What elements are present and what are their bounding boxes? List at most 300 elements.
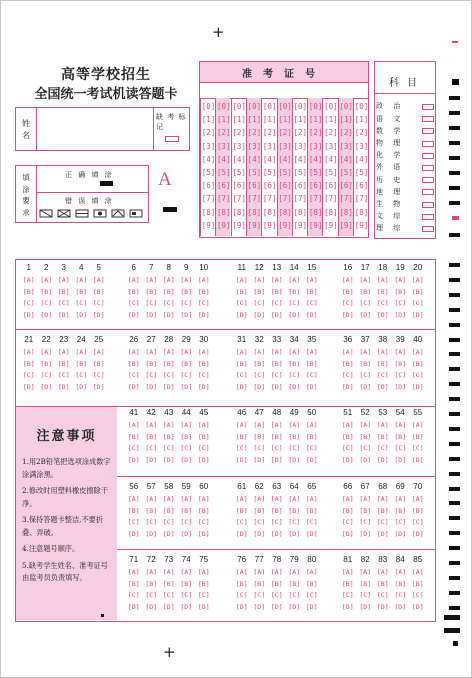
subject-bubble[interactable] — [422, 104, 434, 110]
answer-bubble[interactable]: [B] — [270, 359, 283, 368]
answer-bubble[interactable]: [B] — [376, 359, 389, 368]
answer-bubble[interactable]: [A] — [180, 421, 193, 429]
answer-bubble[interactable]: [B] — [411, 506, 424, 515]
answer-bubble[interactable]: [D] — [341, 382, 354, 391]
answer-bubble[interactable]: [B] — [253, 287, 266, 296]
answer-bubble[interactable]: [B] — [411, 287, 424, 296]
exam-number-bubble[interactable]: [1] — [262, 115, 277, 125]
answer-bubble[interactable]: [D] — [394, 529, 407, 538]
answer-bubble[interactable]: [D] — [253, 529, 266, 538]
subject-option[interactable] — [376, 162, 436, 174]
exam-number-bubble[interactable]: [6] — [262, 181, 277, 191]
exam-number-bubble[interactable]: [3] — [354, 141, 369, 151]
answer-bubble[interactable]: [B] — [180, 287, 193, 296]
answer-bubble[interactable]: [A] — [162, 495, 175, 503]
answer-bubble[interactable]: [A] — [22, 276, 35, 284]
answer-bubble[interactable]: [C] — [40, 299, 53, 307]
answer-bubble[interactable]: [A] — [235, 421, 248, 429]
answer-bubble[interactable]: [C] — [305, 518, 318, 526]
answer-bubble[interactable]: [A] — [305, 421, 318, 429]
exam-number-bubble[interactable]: [9] — [217, 220, 231, 230]
answer-bubble[interactable]: [C] — [162, 444, 175, 452]
answer-bubble[interactable]: [D] — [359, 455, 372, 464]
answer-bubble[interactable]: [A] — [270, 348, 283, 356]
exam-number-bubble[interactable]: [3] — [278, 141, 292, 151]
exam-number-bubble[interactable]: [8] — [324, 207, 338, 217]
answer-bubble[interactable]: [C] — [162, 591, 175, 599]
answer-bubble[interactable]: [C] — [92, 299, 105, 307]
answer-bubble[interactable]: [A] — [376, 421, 389, 429]
answer-bubble[interactable]: [B] — [197, 432, 210, 441]
answer-bubble[interactable]: [C] — [411, 371, 424, 379]
answer-bubble[interactable]: [D] — [253, 382, 266, 391]
answer-bubble[interactable]: [D] — [376, 455, 389, 464]
exam-number-bubble[interactable]: [5] — [324, 168, 338, 177]
answer-bubble[interactable]: [D] — [411, 382, 424, 391]
answer-bubble[interactable]: [C] — [75, 299, 88, 307]
subject-bubble[interactable] — [422, 202, 434, 208]
answer-bubble[interactable]: [C] — [197, 591, 210, 599]
answer-bubble[interactable]: [D] — [270, 310, 283, 319]
answer-bubble[interactable]: [C] — [180, 591, 193, 599]
answer-bubble[interactable]: [C] — [127, 518, 140, 526]
answer-bubble[interactable]: [C] — [180, 444, 193, 452]
subject-option[interactable] — [376, 211, 436, 223]
answer-bubble[interactable]: [D] — [376, 310, 389, 319]
answer-bubble[interactable]: [B] — [253, 506, 266, 515]
answer-bubble[interactable]: [A] — [180, 568, 193, 576]
answer-bubble[interactable]: [C] — [341, 591, 354, 599]
answer-bubble[interactable]: [B] — [145, 506, 158, 515]
answer-bubble[interactable]: [D] — [359, 602, 372, 611]
answer-bubble[interactable]: [C] — [75, 371, 88, 379]
answer-bubble[interactable]: [D] — [253, 310, 266, 319]
answer-bubble[interactable]: [A] — [127, 421, 140, 429]
answer-bubble[interactable]: [A] — [341, 348, 354, 356]
subject-bubble[interactable] — [422, 165, 434, 171]
answer-bubble[interactable]: [B] — [197, 579, 210, 588]
answer-bubble[interactable]: [D] — [197, 529, 210, 538]
exam-number-bubble[interactable]: [9] — [247, 220, 262, 230]
answer-bubble[interactable]: [D] — [288, 310, 301, 319]
answer-bubble[interactable]: [D] — [394, 455, 407, 464]
answer-bubble[interactable]: [D] — [235, 382, 248, 391]
answer-bubble[interactable]: [D] — [180, 310, 193, 319]
answer-bubble[interactable]: [A] — [394, 495, 407, 503]
answer-bubble[interactable]: [C] — [341, 371, 354, 379]
answer-bubble[interactable]: [B] — [127, 287, 140, 296]
answer-bubble[interactable]: [A] — [145, 495, 158, 503]
exam-number-bubble[interactable]: [3] — [232, 141, 246, 151]
answer-bubble[interactable]: [C] — [22, 371, 35, 379]
exam-number-bubble[interactable]: [6] — [232, 181, 246, 191]
exam-number-bubble[interactable]: [3] — [247, 141, 262, 151]
exam-number-bubble[interactable]: [1] — [247, 115, 262, 125]
answer-bubble[interactable]: [D] — [411, 455, 424, 464]
exam-number-bubble[interactable]: [6] — [247, 181, 262, 191]
answer-bubble[interactable]: [B] — [359, 359, 372, 368]
answer-bubble[interactable]: [C] — [197, 299, 210, 307]
answer-bubble[interactable]: [C] — [376, 591, 389, 599]
exam-number-bubble[interactable]: [8] — [293, 207, 308, 217]
answer-bubble[interactable]: [B] — [92, 359, 105, 368]
answer-bubble[interactable]: [B] — [288, 506, 301, 515]
answer-bubble[interactable]: [C] — [127, 371, 140, 379]
answer-bubble[interactable]: [C] — [197, 371, 210, 379]
exam-number-bubble[interactable]: [5] — [354, 168, 369, 177]
answer-bubble[interactable]: [C] — [270, 371, 283, 379]
answer-bubble[interactable]: [B] — [341, 579, 354, 588]
answer-bubble[interactable]: [C] — [180, 299, 193, 307]
exam-number-bubble[interactable]: [1] — [278, 115, 292, 125]
answer-bubble[interactable]: [D] — [162, 529, 175, 538]
answer-bubble[interactable]: [C] — [270, 444, 283, 452]
answer-bubble[interactable]: [A] — [40, 348, 53, 356]
exam-number-bubble[interactable]: [0] — [293, 102, 308, 111]
exam-number-bubble[interactable]: [7] — [339, 194, 353, 204]
exam-number-bubble[interactable]: [0] — [232, 102, 246, 111]
exam-number-bubble[interactable]: [5] — [262, 168, 277, 177]
exam-number-bubble[interactable]: [2] — [354, 128, 369, 138]
answer-bubble[interactable]: [D] — [394, 310, 407, 319]
answer-bubble[interactable]: [D] — [359, 382, 372, 391]
answer-bubble[interactable]: [D] — [40, 382, 53, 391]
answer-bubble[interactable]: [C] — [288, 518, 301, 526]
answer-bubble[interactable]: [C] — [235, 518, 248, 526]
exam-number-bubble[interactable]: [4] — [217, 154, 231, 164]
exam-number-bubble[interactable]: [7] — [354, 194, 369, 204]
answer-bubble[interactable]: [B] — [270, 579, 283, 588]
answer-bubble[interactable]: [C] — [305, 591, 318, 599]
answer-bubble[interactable]: [A] — [253, 568, 266, 576]
exam-number-bubble[interactable]: [8] — [354, 207, 369, 217]
answer-bubble[interactable]: [B] — [376, 506, 389, 515]
answer-bubble[interactable]: [A] — [359, 568, 372, 576]
exam-number-bubble[interactable]: [3] — [262, 141, 277, 151]
answer-bubble[interactable]: [C] — [376, 299, 389, 307]
answer-bubble[interactable]: [C] — [305, 371, 318, 379]
exam-number-bubble[interactable]: [3] — [201, 141, 216, 151]
answer-bubble[interactable]: [A] — [376, 276, 389, 284]
answer-bubble[interactable]: [D] — [127, 529, 140, 538]
answer-bubble[interactable]: [B] — [75, 287, 88, 296]
answer-bubble[interactable]: [B] — [127, 432, 140, 441]
exam-number-bubble[interactable]: [2] — [278, 128, 292, 138]
answer-bubble[interactable]: [D] — [57, 310, 70, 319]
answer-bubble[interactable]: [C] — [411, 299, 424, 307]
answer-bubble[interactable]: [B] — [341, 432, 354, 441]
answer-bubble[interactable]: [A] — [180, 348, 193, 356]
answer-bubble[interactable]: [D] — [253, 455, 266, 464]
exam-number-bubble[interactable]: [9] — [354, 220, 369, 230]
exam-number-bubble[interactable]: [6] — [293, 181, 308, 191]
answer-bubble[interactable]: [D] — [235, 529, 248, 538]
answer-bubble[interactable]: [C] — [394, 299, 407, 307]
answer-bubble[interactable]: [D] — [305, 310, 318, 319]
answer-bubble[interactable]: [D] — [288, 382, 301, 391]
exam-number-bubble[interactable]: [8] — [339, 207, 353, 217]
exam-number-bubble[interactable]: [5] — [232, 168, 246, 177]
answer-bubble[interactable]: [D] — [40, 310, 53, 319]
answer-bubble[interactable]: [D] — [22, 382, 35, 391]
answer-bubble[interactable]: [B] — [145, 359, 158, 368]
exam-number-bubble[interactable]: [7] — [262, 194, 277, 204]
answer-bubble[interactable]: [B] — [411, 359, 424, 368]
answer-bubble[interactable]: [B] — [394, 287, 407, 296]
answer-bubble[interactable]: [A] — [341, 568, 354, 576]
answer-bubble[interactable]: [B] — [288, 579, 301, 588]
answer-bubble[interactable]: [A] — [235, 495, 248, 503]
exam-number-bubble[interactable]: [1] — [308, 115, 323, 125]
answer-bubble[interactable]: [B] — [162, 359, 175, 368]
answer-bubble[interactable]: [A] — [411, 276, 424, 284]
answer-bubble[interactable]: [A] — [341, 495, 354, 503]
answer-bubble[interactable]: [A] — [92, 348, 105, 356]
exam-number-bubble[interactable]: [1] — [232, 115, 246, 125]
answer-bubble[interactable]: [D] — [92, 382, 105, 391]
exam-number-bubble[interactable]: [2] — [308, 128, 323, 138]
exam-number-bubble[interactable]: [5] — [247, 168, 262, 177]
answer-bubble[interactable]: [C] — [145, 444, 158, 452]
answer-bubble[interactable]: [A] — [162, 568, 175, 576]
answer-bubble[interactable]: [D] — [145, 455, 158, 464]
answer-bubble[interactable]: [C] — [394, 518, 407, 526]
answer-bubble[interactable]: [A] — [180, 495, 193, 503]
exam-number-bubble[interactable]: [6] — [339, 181, 353, 191]
answer-bubble[interactable]: [A] — [270, 495, 283, 503]
answer-bubble[interactable]: [B] — [235, 579, 248, 588]
answer-bubble[interactable]: [D] — [305, 382, 318, 391]
answer-bubble[interactable]: [C] — [411, 518, 424, 526]
answer-bubble[interactable]: [B] — [235, 287, 248, 296]
exam-number-bubble[interactable]: [0] — [308, 102, 323, 111]
exam-number-bubble[interactable]: [2] — [217, 128, 231, 138]
subject-option[interactable] — [376, 138, 436, 150]
answer-bubble[interactable]: [D] — [145, 602, 158, 611]
answer-bubble[interactable]: [D] — [305, 455, 318, 464]
answer-bubble[interactable]: [A] — [376, 568, 389, 576]
answer-bubble[interactable]: [D] — [180, 455, 193, 464]
answer-bubble[interactable]: [A] — [411, 495, 424, 503]
answer-bubble[interactable]: [B] — [197, 359, 210, 368]
answer-bubble[interactable]: [B] — [376, 432, 389, 441]
exam-number-bubble[interactable]: [3] — [308, 141, 323, 151]
answer-bubble[interactable]: [A] — [127, 276, 140, 284]
answer-bubble[interactable]: [C] — [288, 371, 301, 379]
answer-bubble[interactable]: [D] — [127, 602, 140, 611]
answer-bubble[interactable]: [A] — [145, 276, 158, 284]
answer-bubble[interactable]: [B] — [92, 287, 105, 296]
answer-bubble[interactable]: [A] — [305, 348, 318, 356]
answer-bubble[interactable]: [C] — [127, 444, 140, 452]
answer-bubble[interactable]: [B] — [305, 506, 318, 515]
exam-number-bubble[interactable]: [6] — [324, 181, 338, 191]
answer-bubble[interactable]: [A] — [394, 568, 407, 576]
answer-bubble[interactable]: [A] — [145, 348, 158, 356]
answer-bubble[interactable]: [C] — [197, 518, 210, 526]
answer-bubble[interactable]: [B] — [253, 359, 266, 368]
exam-number-bubble[interactable]: [2] — [232, 128, 246, 138]
answer-bubble[interactable]: [A] — [180, 276, 193, 284]
answer-bubble[interactable]: [C] — [253, 591, 266, 599]
answer-bubble[interactable]: [C] — [235, 371, 248, 379]
answer-bubble[interactable]: [A] — [127, 495, 140, 503]
answer-bubble[interactable]: [B] — [162, 432, 175, 441]
exam-number-bubble[interactable]: [0] — [217, 102, 231, 111]
answer-bubble[interactable]: [C] — [341, 444, 354, 452]
answer-bubble[interactable]: [B] — [341, 359, 354, 368]
answer-bubble[interactable]: [D] — [411, 602, 424, 611]
answer-bubble[interactable]: [D] — [270, 382, 283, 391]
answer-bubble[interactable]: [A] — [197, 421, 210, 429]
exam-number-bubble[interactable]: [2] — [293, 128, 308, 138]
answer-bubble[interactable]: [C] — [376, 371, 389, 379]
answer-bubble[interactable]: [A] — [235, 348, 248, 356]
answer-bubble[interactable]: [D] — [376, 382, 389, 391]
exam-number-bubble[interactable]: [8] — [232, 207, 246, 217]
answer-bubble[interactable]: [A] — [270, 421, 283, 429]
answer-bubble[interactable]: [A] — [305, 568, 318, 576]
answer-bubble[interactable]: [D] — [253, 602, 266, 611]
exam-number-bubble[interactable]: [7] — [247, 194, 262, 204]
answer-bubble[interactable]: [C] — [270, 591, 283, 599]
answer-bubble[interactable]: [D] — [75, 310, 88, 319]
answer-bubble[interactable]: [A] — [162, 421, 175, 429]
answer-bubble[interactable]: [C] — [359, 371, 372, 379]
answer-bubble[interactable]: [A] — [359, 348, 372, 356]
subject-option[interactable] — [376, 125, 436, 137]
answer-bubble[interactable]: [D] — [235, 602, 248, 611]
exam-number-bubble[interactable]: [6] — [201, 181, 216, 191]
answer-bubble[interactable]: [A] — [359, 276, 372, 284]
answer-bubble[interactable]: [B] — [341, 506, 354, 515]
answer-bubble[interactable]: [D] — [394, 382, 407, 391]
exam-number-bubble[interactable]: [7] — [308, 194, 323, 204]
answer-bubble[interactable]: [A] — [145, 568, 158, 576]
answer-bubble[interactable]: [B] — [305, 579, 318, 588]
answer-bubble[interactable]: [D] — [145, 310, 158, 319]
answer-bubble[interactable]: [C] — [162, 299, 175, 307]
exam-number-bubble[interactable]: [0] — [339, 102, 353, 111]
answer-bubble[interactable]: [C] — [57, 299, 70, 307]
answer-bubble[interactable]: [C] — [394, 371, 407, 379]
answer-bubble[interactable]: [A] — [288, 495, 301, 503]
exam-number-bubble[interactable]: [4] — [324, 154, 338, 164]
exam-number-bubble[interactable]: [9] — [278, 220, 292, 230]
answer-bubble[interactable]: [A] — [92, 276, 105, 284]
exam-number-bubble[interactable]: [7] — [201, 194, 216, 204]
exam-number-bubble[interactable]: [4] — [293, 154, 308, 164]
answer-bubble[interactable]: [A] — [359, 495, 372, 503]
answer-bubble[interactable]: [C] — [288, 299, 301, 307]
answer-bubble[interactable]: [B] — [288, 432, 301, 441]
exam-number-bubble[interactable]: [1] — [324, 115, 338, 125]
exam-number-bubble[interactable]: [5] — [217, 168, 231, 177]
answer-bubble[interactable]: [D] — [394, 602, 407, 611]
answer-bubble[interactable]: [D] — [376, 602, 389, 611]
answer-bubble[interactable]: [C] — [22, 299, 35, 307]
exam-number-bubble[interactable]: [0] — [324, 102, 338, 111]
exam-number-bubble[interactable]: [9] — [262, 220, 277, 230]
subject-option[interactable] — [376, 223, 436, 235]
exam-number-bubble[interactable]: [4] — [308, 154, 323, 164]
answer-bubble[interactable]: [D] — [411, 310, 424, 319]
exam-number-bubble[interactable]: [1] — [201, 115, 216, 125]
answer-bubble[interactable]: [D] — [162, 602, 175, 611]
answer-bubble[interactable]: [B] — [270, 287, 283, 296]
answer-bubble[interactable]: [A] — [411, 568, 424, 576]
exam-number-bubble[interactable]: [0] — [201, 102, 216, 111]
exam-number-bubble[interactable]: [8] — [247, 207, 262, 217]
answer-bubble[interactable]: [C] — [253, 444, 266, 452]
exam-number-bubble[interactable]: [8] — [217, 207, 231, 217]
answer-bubble[interactable]: [B] — [180, 579, 193, 588]
answer-bubble[interactable]: [C] — [411, 591, 424, 599]
answer-bubble[interactable]: [C] — [145, 518, 158, 526]
exam-number-bubble[interactable]: [0] — [247, 102, 262, 111]
answer-bubble[interactable]: [D] — [180, 382, 193, 391]
answer-bubble[interactable]: [C] — [235, 299, 248, 307]
answer-bubble[interactable]: [B] — [411, 432, 424, 441]
subject-option[interactable] — [376, 150, 436, 162]
answer-bubble[interactable]: [D] — [197, 310, 210, 319]
answer-bubble[interactable]: [B] — [180, 432, 193, 441]
answer-bubble[interactable]: [A] — [75, 276, 88, 284]
exam-number-bubble[interactable]: [6] — [217, 181, 231, 191]
answer-bubble[interactable]: [C] — [341, 299, 354, 307]
answer-bubble[interactable]: [D] — [197, 602, 210, 611]
answer-bubble[interactable]: [C] — [162, 518, 175, 526]
exam-number-bubble[interactable]: [1] — [354, 115, 369, 125]
answer-bubble[interactable]: [B] — [162, 287, 175, 296]
exam-number-bubble[interactable]: [3] — [324, 141, 338, 151]
answer-bubble[interactable]: [A] — [288, 348, 301, 356]
answer-bubble[interactable]: [B] — [394, 506, 407, 515]
subject-bubble[interactable] — [422, 189, 434, 195]
answer-bubble[interactable]: [B] — [127, 359, 140, 368]
exam-number-bubble[interactable]: [2] — [339, 128, 353, 138]
answer-bubble[interactable]: [B] — [197, 506, 210, 515]
answer-bubble[interactable]: [D] — [180, 529, 193, 538]
answer-bubble[interactable]: [D] — [162, 382, 175, 391]
answer-bubble[interactable]: [B] — [305, 287, 318, 296]
answer-bubble[interactable]: [B] — [235, 359, 248, 368]
answer-bubble[interactable]: [D] — [411, 529, 424, 538]
answer-bubble[interactable]: [D] — [75, 382, 88, 391]
answer-bubble[interactable]: [A] — [57, 348, 70, 356]
answer-bubble[interactable]: [A] — [270, 568, 283, 576]
subject-bubble[interactable] — [422, 116, 434, 122]
answer-bubble[interactable]: [D] — [235, 455, 248, 464]
answer-bubble[interactable]: [B] — [305, 359, 318, 368]
exam-number-bubble[interactable]: [9] — [324, 220, 338, 230]
exam-number-bubble[interactable]: [4] — [278, 154, 292, 164]
answer-bubble[interactable]: [C] — [305, 299, 318, 307]
answer-bubble[interactable]: [B] — [57, 359, 70, 368]
exam-number-bubble[interactable]: [4] — [247, 154, 262, 164]
answer-bubble[interactable]: [D] — [288, 529, 301, 538]
exam-number-bubble[interactable]: [6] — [354, 181, 369, 191]
answer-bubble[interactable]: [B] — [253, 432, 266, 441]
answer-bubble[interactable]: [D] — [162, 455, 175, 464]
answer-bubble[interactable]: [D] — [305, 602, 318, 611]
answer-bubble[interactable]: [B] — [376, 287, 389, 296]
exam-number-bubble[interactable]: [7] — [217, 194, 231, 204]
exam-number-bubble[interactable]: [2] — [262, 128, 277, 138]
exam-number-bubble[interactable]: [6] — [278, 181, 292, 191]
answer-bubble[interactable]: [A] — [235, 276, 248, 284]
answer-bubble[interactable]: [B] — [127, 506, 140, 515]
